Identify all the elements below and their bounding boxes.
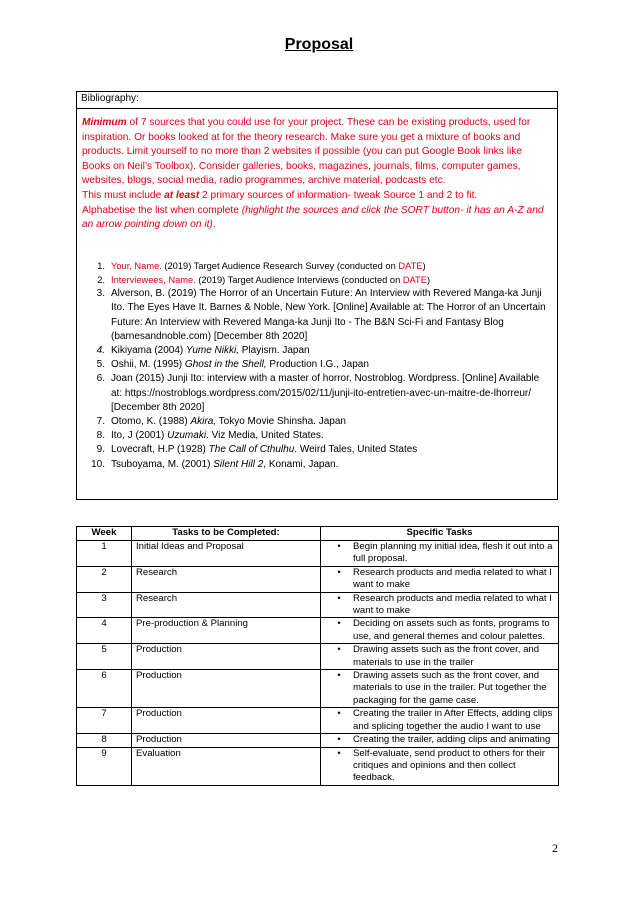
specific-cell: • Self-evaluate, send product to others for their critiques and opinions and then collect feedback. (321, 747, 559, 785)
reference-list (77, 259, 557, 472)
week-cell: 1 (77, 541, 132, 567)
reference-item: 3. Alverson, B. (2019) The Horror of an Uncertain Future: An Interview with Revered Manga-ka Junji Ito. The Eyes Have It. Barnes & Noble, New York. [Online] Available at: The Horror of an Uncertain Future: An Interview with Revered Manga-ka Junji Ito - The B&N Sci-Fi and Fantasy Blog (barnesandnoble.com) [December 8th 2020] (96, 288, 546, 342)
reference-item: 7. Otomo, K. (1988) Akira, Tokyo Movie Shinsha. Japan (96, 415, 346, 427)
week-cell: 8 (77, 734, 132, 747)
table-row (77, 747, 559, 785)
reference-item: 10. Tsuboyama, M. (2001) Silent Hill 2, Konami, Japan. (91, 458, 339, 470)
task-cell: Production (132, 644, 321, 670)
column-header-week: Week (77, 527, 132, 541)
page-number: 2 (552, 841, 558, 855)
page-title: Proposal (284, 36, 354, 53)
specific-cell: • Deciding on assets such as fonts, programs to use, and general themes and colour palettes. (321, 618, 559, 644)
table-row (77, 734, 559, 747)
bibliography-header: Bibliography: (77, 92, 557, 109)
task-cell: Production (132, 670, 321, 708)
task-cell: Research (132, 592, 321, 618)
table-row (77, 566, 559, 592)
specific-cell: • Drawing assets such as the front cover, and materials to use in the trailer. Put together the packaging for the game case. (321, 670, 559, 708)
week-cell: 4 (77, 618, 132, 644)
task-cell: Production (132, 734, 321, 747)
reference-item: 5. Oshii, M. (1995) Ghost in the Shell, Production I.G., Japan (96, 359, 369, 371)
reference-item: 1. Your, Name. (2019) Target Audience Research Survey (conducted on DATE) (97, 260, 426, 271)
task-cell: Pre-production & Planning (132, 618, 321, 644)
bullet-icon: • (337, 708, 341, 720)
week-cell: 2 (77, 566, 132, 592)
week-cell: 5 (77, 644, 132, 670)
task-cell: Production (132, 708, 321, 734)
task-cell: Evaluation (132, 747, 321, 785)
task-cell: Initial Ideas and Proposal (132, 541, 321, 567)
table-row (77, 592, 559, 618)
table-row (77, 541, 559, 567)
week-cell: 9 (77, 747, 132, 785)
task-cell: Research (132, 566, 321, 592)
reference-item: 8. Ito, J (2001) Uzumaki. Viz Media, United States. (96, 430, 324, 442)
table-row (77, 618, 559, 644)
bullet-icon: • (337, 644, 341, 656)
specific-cell: • Creating the trailer, adding clips and animating (321, 734, 559, 747)
week-cell: 7 (77, 708, 132, 734)
table-header-row (77, 527, 559, 541)
specific-cell: • Drawing assets such as the front cover, and materials to use in the trailer (321, 644, 559, 670)
instructions-paragraph-1: Minimum of 7 sources that you could use for your project. These can be existing products, used for inspiration. Or books looked at for the theory research. Make sure you get a mixture of books and products. Limit yourself to no more than 2 websites if possible (you can put Google Book links like Books on Neil’s Toolbox). Consider galleries, books, magazines, journals, films, computer games, websites, blogs, social media, radio programmes, archive material, podcasts etc. (82, 117, 531, 187)
specific-cell: • Begin planning my initial idea, flesh it out into a full proposal. (321, 541, 559, 567)
reference-item: 4. Kikiyama (2004) Yume Nikki, Playism. Japan (96, 344, 310, 356)
specific-cell: • Research products and media related to what I want to make (321, 592, 559, 618)
bibliography-box (76, 91, 558, 500)
instructions-paragraph-2: This must include at least 2 primary sources of information- tweak Source 1 and 2 to fit. (82, 189, 478, 201)
bibliography-instructions (77, 109, 557, 233)
specific-cell: • Research products and media related to what I want to make (321, 566, 559, 592)
table-row (77, 708, 559, 734)
specific-cell: • Creating the trailer in After Effects, adding clips and splicing together the audio I want to use (321, 708, 559, 734)
bullet-icon: • (337, 618, 341, 630)
reference-item: 2. Interviewees, Name. (2019) Target Audience Interviews (conducted on DATE) (97, 274, 431, 285)
bullet-icon: • (337, 734, 341, 746)
table-row (77, 670, 559, 708)
instructions-paragraph-3: Alphabetise the list when complete (highlight the sources and click the SORT button- it has an A-Z and an arrow pointing down on it). (82, 204, 544, 231)
bullet-icon: • (337, 670, 341, 682)
week-cell: 3 (77, 592, 132, 618)
bullet-icon: • (337, 566, 341, 578)
bullet-icon: • (337, 592, 341, 604)
reference-item: 6. Joan (2015) Junji Ito: interview with a master of horror, Nostroblog. Wordpress. [Online] Available at: https://nostroblogs.wordpress.com/2015/02/11/junji-ito-entretien-avec-un-maitre-de-lhorreur/ [December 8th 2020] (96, 373, 540, 413)
table-row (77, 644, 559, 670)
week-cell: 6 (77, 670, 132, 708)
reference-item: 9. Lovecraft, H.P (1928) The Call of Cthulhu. Weird Tales, United States (96, 444, 418, 456)
bullet-icon: • (337, 541, 341, 552)
schedule-table (76, 526, 559, 786)
bullet-icon: • (337, 747, 341, 759)
column-header-tasks: Tasks to be Completed: (132, 527, 321, 541)
column-header-specific: Specific Tasks (321, 527, 559, 541)
